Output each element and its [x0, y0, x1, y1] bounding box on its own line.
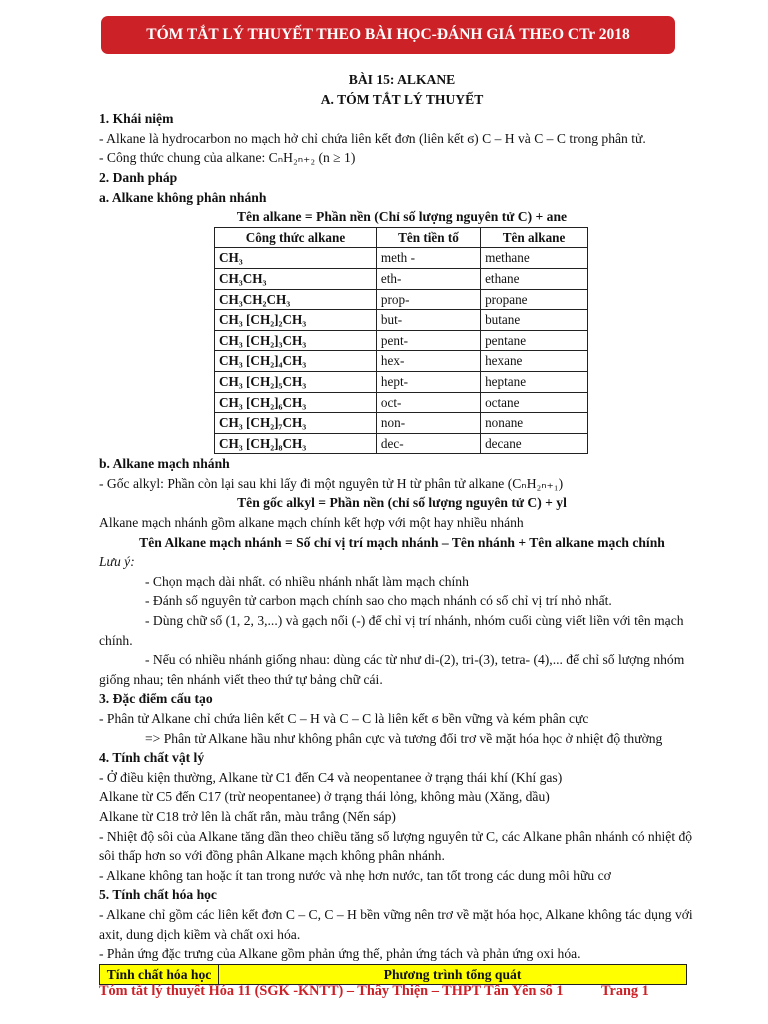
- formula-cell: CH₃: [215, 248, 377, 269]
- s5-line: - Alkane chỉ gồm các liên kết đơn C – C, C – H bền vững nên trơ về mặt hóa học, Alkane không tác dụng với axit, dung dịch kiềm và chất oxi hóa.: [99, 906, 693, 942]
- alkane-name-cell: heptane: [481, 371, 588, 392]
- formula-cell: CH₃ [CH₂]₂CH₃: [215, 310, 377, 331]
- prefix-cell: hex-: [376, 351, 480, 372]
- table-header-row: [215, 227, 588, 248]
- formula-cell: CH₃ [CH₂]₄CH₃: [215, 351, 377, 372]
- s1-line: - Công thức chung của alkane: CₙH₂ₙ₊₂ (n ≥ 1): [99, 150, 356, 166]
- alkane-name-cell: propane: [481, 289, 588, 310]
- table-row: [215, 330, 588, 351]
- section-1-heading: 1. Khái niệm: [99, 111, 174, 127]
- alkane-name-cell: hexane: [481, 351, 588, 372]
- column-header: Tính chất hóa học: [100, 964, 219, 985]
- section-a-title: A. TÓM TẮT LÝ THUYẾT: [320, 91, 484, 107]
- formula-cell: CH₃ [CH₂]₈CH₃: [215, 433, 377, 454]
- s4-line: Alkane từ C5 đến C17 (trừ neopentanee) ở trạng thái lỏng, không màu (Xăng, dầu): [99, 789, 550, 805]
- prefix-cell: prop-: [376, 289, 480, 310]
- formula-cell: CH₃CH₃: [215, 268, 377, 289]
- s4-line: - Nhiệt độ sôi của Alkane tăng dần theo chiều tăng số lượng nguyên tử C, các Alkane phân nhánh có nhiệt độ sôi thấp hơn so với đồng phân Alkane mạch không phân nhánh.: [99, 828, 693, 864]
- prefix-cell: meth -: [376, 248, 480, 269]
- lesson-title: BÀI 15: ALKANE: [348, 72, 456, 87]
- section-4-heading: 4. Tính chất vật lý: [99, 750, 205, 766]
- prefix-cell: non-: [376, 413, 480, 434]
- prefix-cell: hept-: [376, 371, 480, 392]
- s4-line: - Alkane không tan hoặc ít tan trong nước và nhẹ hơn nước, tan tốt trong các dung môi hữu cơ: [99, 867, 611, 883]
- alkyl-definition: - Gốc alkyl: Phần còn lại sau khi lấy đi một nguyên tử H từ phân tử alkane (CₙH₂ₙ₊₁): [99, 475, 564, 491]
- alkane-name-cell: decane: [481, 433, 588, 454]
- prefix-cell: pent-: [376, 330, 480, 351]
- alkane-name-cell: butane: [481, 310, 588, 331]
- section-2b-heading: b. Alkane mạch nhánh: [99, 456, 230, 472]
- document-body: [99, 70, 705, 985]
- branched-name-rule: Tên Alkane mạch nhánh = Số chỉ vị trí mạch nhánh – Tên nhánh + Tên alkane mạch chính: [139, 534, 665, 550]
- prefix-cell: but-: [376, 310, 480, 331]
- prefix-cell: eth-: [376, 268, 480, 289]
- formula-cell: CH₃CH₂CH₃: [215, 289, 377, 310]
- formula-cell: CH₃ [CH₂]₆CH₃: [215, 392, 377, 413]
- column-header: Phương trình tổng quát: [219, 964, 687, 985]
- note-item: - Đánh số nguyên tử carbon mạch chính sao cho mạch nhánh có số chỉ vị trí nhỏ nhất.: [145, 593, 612, 609]
- alkane-name-cell: nonane: [481, 413, 588, 434]
- prefix-cell: oct-: [376, 392, 480, 413]
- formula-cell: CH₃ [CH₂]₅CH₃: [215, 371, 377, 392]
- table-row: [215, 413, 588, 434]
- page-footer: [99, 983, 659, 1000]
- table-row: [215, 310, 588, 331]
- table-row: [215, 289, 588, 310]
- alkane-name-cell: ethane: [481, 268, 588, 289]
- formula-cell: CH₃ [CH₂]₃CH₃: [215, 330, 377, 351]
- alkyl-name-rule: Tên gốc alkyl = Phần nền (chỉ số lượng nguyên tử C) + yl: [237, 495, 567, 511]
- s4-line: - Ở điều kiện thường, Alkane từ C1 đến C4 và neopentanee ở trạng thái khí (Khí gas): [99, 769, 563, 785]
- prefix-cell: dec-: [376, 433, 480, 454]
- section-2a-heading: a. Alkane không phân nhánh: [99, 189, 267, 205]
- table-row: [215, 433, 588, 454]
- table-row: [215, 248, 588, 269]
- section-2-heading: 2. Danh pháp: [99, 169, 178, 185]
- section-5-heading: 5. Tính chất hóa học: [99, 887, 217, 903]
- branched-description: Alkane mạch nhánh gồm alkane mạch chính kết hợp với một hay nhiều nhánh: [99, 515, 524, 531]
- alkane-name-cell: pentane: [481, 330, 588, 351]
- table-header-row: [100, 964, 687, 985]
- page-number: Trang 1: [601, 983, 649, 999]
- column-header: Công thức alkane: [215, 227, 377, 248]
- table-row: [215, 351, 588, 372]
- alkane-name-rule: Tên alkane = Phần nền (Chỉ số lượng nguyên tử C) + ane: [236, 209, 568, 225]
- header-banner: TÓM TẮT LÝ THUYẾT THEO BÀI HỌC-ĐÁNH GIÁ THEO CTr 2018: [101, 16, 675, 54]
- column-header: Tên alkane: [481, 227, 588, 248]
- note-item: - Nếu có nhiều nhánh giống nhau: dùng các từ như di-(2), tri-(3), tetra- (4),... để chỉ số lượng nhóm giống nhau; tên nhánh viết theo thứ tự bảng chữ cái.: [99, 652, 685, 687]
- section-3-heading: 3. Đặc điểm cấu tạo: [99, 691, 213, 707]
- s3-conclusion: => Phân tử Alkane hầu như không phân cực và tương đối trơ về mặt hóa học ở nhiệt độ thường: [145, 730, 663, 746]
- note-label: Lưu ý:: [99, 554, 135, 570]
- s1-line: - Alkane là hydrocarbon no mạch hở chỉ chứa liên kết đơn (liên kết ϭ) C – H và C – C trong phân tử.: [99, 130, 646, 146]
- s5-line: - Phản ứng đặc trưng của Alkane gồm phản ứng thế, phản ứng tách và phản ứng oxi hóa.: [99, 946, 581, 962]
- table-row: [215, 268, 588, 289]
- table-row: [215, 392, 588, 413]
- alkane-name-cell: octane: [481, 392, 588, 413]
- note-item: - Dùng chữ số (1, 2, 3,...) và gạch nối (-) để chỉ vị trí nhánh, nhóm cuối cùng viết liền với tên mạch chính.: [99, 613, 684, 648]
- note-item: - Chọn mạch dài nhất. có nhiều nhánh nhất làm mạch chính: [145, 573, 469, 589]
- table-row: [215, 371, 588, 392]
- alkane-name-cell: methane: [481, 248, 588, 269]
- column-header: Tên tiền tố: [376, 227, 480, 248]
- s3-line: - Phân tử Alkane chỉ chứa liên kết C – H và C – C là liên kết ϭ bền vững và kém phân cực: [99, 711, 589, 726]
- s4-line: Alkane từ C18 trở lên là chất rắn, màu trắng (Nến sáp): [99, 808, 396, 824]
- formula-cell: CH₃ [CH₂]₇CH₃: [215, 413, 377, 434]
- footer-text: Tóm tắt lý thuyết Hóa 11 (SGK -KNTT) – Thầy Thiện – THPT Tân Yên số 1: [99, 983, 564, 999]
- alkane-names-table: [214, 227, 588, 455]
